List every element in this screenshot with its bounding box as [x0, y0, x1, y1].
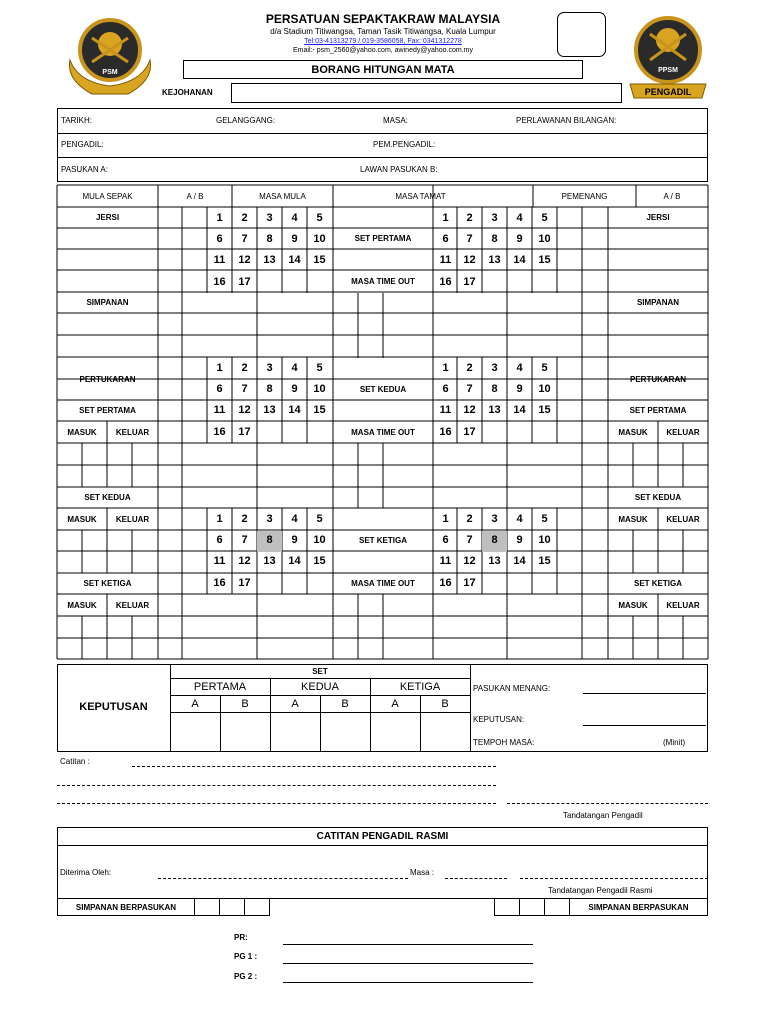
score-cell-left: 16: [213, 577, 226, 589]
official-sign-line[interactable]: [520, 878, 708, 879]
score-cell-left: 4: [291, 211, 298, 224]
score-cell-right: 2: [466, 361, 473, 374]
score-cell-right: 1: [442, 361, 449, 374]
svg-text:PPSM: PPSM: [658, 67, 678, 74]
score-cell-right: 5: [541, 512, 548, 525]
start-ab-right: A / B: [663, 192, 681, 201]
score-cell-right: 6: [442, 533, 449, 546]
ketiga-header: KETIGA: [399, 681, 441, 693]
pg1-label: PG 1 :: [234, 952, 258, 961]
score-cell-left: 11: [213, 403, 226, 416]
score-cell-left: 9: [291, 382, 298, 395]
catitan-line-3[interactable]: [57, 803, 496, 804]
center-set-pertama: SET PERTAMA: [354, 234, 412, 243]
sub-set-pertama-right: SET PERTAMA: [629, 406, 687, 415]
sub-set-ketiga-left: SET KETIGA: [83, 579, 132, 588]
score-cell-left: 5: [316, 361, 323, 374]
score-cell-left: 8: [266, 382, 273, 395]
simp-right-box-3[interactable]: [544, 898, 570, 916]
masuk-label-left: MASUK: [67, 600, 97, 610]
keluar-label-left: KELUAR: [115, 600, 150, 610]
pg1-line[interactable]: [283, 963, 533, 964]
org-address: d/a Stadium Titiwangsa, Taman Tasik Titiwangsa, Kuala Lumpur: [270, 26, 496, 36]
score-cell-left: 14: [288, 253, 301, 266]
pg2-line[interactable]: [283, 982, 533, 983]
perlawanan-label: PERLAWANAN BILANGAN:: [516, 116, 617, 125]
simp-left-box-3[interactable]: [244, 898, 270, 916]
score-cell-right: 3: [491, 211, 498, 224]
simp-right-box-1[interactable]: [494, 898, 520, 916]
keluar-label-right: KELUAR: [666, 514, 700, 524]
score-cell-right: 5: [541, 361, 548, 374]
score-cell-left: 3: [266, 361, 273, 374]
score-cell-right: 8: [491, 382, 498, 395]
score-cell-left: 10: [313, 232, 326, 245]
keputusan-line[interactable]: [583, 725, 706, 726]
score-cell-left: 6: [216, 232, 223, 245]
kedua-header: KEDUA: [301, 681, 339, 693]
masuk-label-left: MASUK: [67, 514, 97, 524]
score-cell-left: 5: [316, 512, 323, 525]
official-title: CATITAN PENGADIL RASMI: [316, 831, 449, 842]
score-cell-left: 13: [263, 253, 276, 266]
score-cell-right: 11: [439, 253, 452, 266]
masa-tamat-label: MASA TAMAT: [395, 192, 446, 201]
masuk-label-right: MASUK: [618, 514, 648, 524]
score-cell-right: 6: [442, 232, 449, 245]
gelanggang-label: GELANGGANG:: [216, 116, 276, 125]
sub-set-ketiga-right: SET KETIGA: [633, 579, 682, 588]
score-cell-right: 14: [513, 403, 526, 416]
score-cell-left: 15: [313, 253, 326, 266]
pengadil-label: PENGADIL:: [61, 140, 104, 149]
score-cell-left: 10: [313, 382, 326, 395]
score-cell-right: 3: [491, 512, 498, 525]
score-cell-left: 6: [216, 533, 223, 546]
score-cell-right: 11: [439, 554, 452, 567]
score-cell-right: 2: [466, 512, 473, 525]
score-cell-right: 10: [538, 533, 551, 546]
keluar-label-right: KELUAR: [666, 427, 700, 437]
score-cell-left: 6: [216, 382, 223, 395]
tandatangan-label: Tandatangan Pengadil: [563, 811, 643, 820]
score-cell-right: 7: [466, 533, 473, 546]
masuk-label-left: MASUK: [67, 427, 97, 437]
masuk-label-right: MASUK: [618, 600, 648, 610]
score-cell-left: 12: [238, 403, 251, 416]
score-cell-right: 17: [463, 426, 476, 438]
masa-mula-label: MASA MULA: [259, 192, 306, 201]
score-cell-right: 13: [488, 403, 501, 416]
result-b-1: B: [241, 698, 249, 710]
score-cell-right: 13: [488, 253, 501, 266]
score-cell-left: 1: [216, 361, 223, 374]
catitan-line-2[interactable]: [57, 785, 496, 786]
masuk-label-right: MASUK: [618, 427, 648, 437]
keluar-label-right: KELUAR: [666, 600, 700, 610]
score-cell-left: 13: [263, 554, 276, 567]
score-cell-right: 8: [491, 232, 498, 245]
pasukan-a-label: PASUKAN A:: [61, 165, 108, 174]
score-cell-right: 12: [463, 253, 476, 266]
simp-left-box-2[interactable]: [219, 898, 245, 916]
score-cell-right: 6: [442, 382, 449, 395]
kejohanan-label: KEJOHANAN: [162, 88, 213, 97]
signature-line[interactable]: [507, 803, 708, 804]
score-cell-left: 16: [213, 276, 226, 288]
score-cell-left: 12: [238, 554, 251, 567]
sub-set-kedua-left: SET KEDUA: [84, 493, 131, 502]
score-cell-left: 11: [213, 253, 226, 266]
minit-label: (Minit): [663, 738, 686, 747]
form-title: BORANG HITUNGAN MATA: [183, 60, 583, 79]
score-cell-left: 9: [291, 533, 298, 546]
diterima-label: Diterima Oleh:: [60, 868, 112, 877]
score-cell-left: 15: [313, 554, 326, 567]
score-cell-right: 9: [516, 382, 523, 395]
start-ab-left: A / B: [186, 192, 204, 201]
score-cell-right: 9: [516, 533, 523, 546]
pasukan-menang-line[interactable]: [583, 693, 706, 694]
result-a-2: A: [291, 698, 299, 710]
score-cell-left: 8: [266, 232, 273, 245]
score-cell-right: 10: [538, 232, 551, 245]
jersi-label-left: JERSI: [95, 213, 120, 222]
center-time-out-1: MASA TIME OUT: [351, 276, 415, 286]
score-cell-right: 14: [513, 253, 526, 266]
score-cell-left: 2: [241, 361, 248, 374]
score-cell-left: 3: [266, 512, 273, 525]
simpanan-label-right: SIMPANAN: [636, 298, 680, 307]
score-cell-right: 16: [439, 426, 452, 438]
score-cell-right: 15: [538, 403, 551, 416]
score-cell-right: 5: [541, 211, 548, 224]
result-b-3: B: [441, 698, 449, 710]
score-cell-left: 12: [238, 253, 251, 266]
pasukan-menang-label: PASUKAN MENANG:: [473, 684, 551, 693]
score-cell-left: 15: [313, 403, 326, 416]
score-cell-right: 13: [488, 554, 501, 567]
score-cell-right: 14: [513, 554, 526, 567]
pertukaran-label-right: PERTUKARAN: [630, 374, 686, 384]
score-cell-left: 2: [241, 512, 248, 525]
score-cell-right: 17: [463, 276, 476, 288]
simpanan-berpasukan-right: SIMPANAN BERPASUKAN: [569, 898, 708, 916]
score-cell-left: 1: [216, 512, 223, 525]
score-cell-right: 11: [439, 403, 452, 416]
result-a-1: A: [191, 698, 199, 710]
diterima-line[interactable]: [158, 878, 408, 879]
score-cell-left: 4: [291, 512, 298, 525]
pem-pengadil-label: PEM.PENGADIL:: [373, 140, 436, 149]
score-cell-right: 12: [463, 554, 476, 567]
sub-set-pertama-left: SET PERTAMA: [79, 406, 136, 415]
center-time-out-3: MASA TIME OUT: [351, 579, 415, 588]
score-cell-right: 17: [463, 577, 476, 589]
score-cell-left: 1: [216, 211, 223, 224]
score-cell-right: 1: [442, 512, 449, 525]
score-cell-right: 4: [516, 361, 523, 374]
score-cell-right: 1: [442, 211, 449, 224]
score-cell-left: 7: [241, 382, 248, 395]
org-phone[interactable]: Tel:03-41313279 / 019-3586058, Fax: 0341312278: [304, 37, 462, 45]
score-cell-right: 2: [466, 211, 473, 224]
official-masa-label: Masa :: [410, 868, 435, 877]
score-cell-right: 8: [491, 533, 498, 546]
center-set-kedua: SET KEDUA: [359, 385, 407, 394]
pertukaran-label-left: PERTUKARAN: [79, 374, 136, 384]
score-cell-right: 16: [439, 276, 452, 288]
svg-text:PSM: PSM: [102, 69, 118, 76]
score-cell-left: 11: [213, 554, 226, 567]
score-cell-left: 9: [291, 232, 298, 245]
score-cell-right: 12: [463, 403, 476, 416]
tempoh-label: TEMPOH MASA:: [473, 738, 535, 747]
score-cell-left: 7: [241, 533, 248, 546]
score-cell-left: 8: [266, 533, 273, 546]
score-cell-left: 16: [213, 426, 226, 438]
score-cell-left: 14: [288, 403, 301, 416]
set-header: SET: [312, 667, 328, 676]
keputusan-title: KEPUTUSAN: [79, 701, 148, 713]
tarikh-label: TARIKH:: [61, 116, 92, 125]
score-cell-right: 3: [491, 361, 498, 374]
pertama-header: PERTAMA: [193, 681, 247, 693]
score-cell-right: 4: [516, 512, 523, 525]
pr-label: PR:: [234, 933, 248, 942]
score-cell-right: 9: [516, 232, 523, 245]
jersi-label-right: JERSI: [646, 213, 670, 222]
score-cell-left: 13: [263, 403, 276, 416]
score-cell-left: 14: [288, 554, 301, 567]
score-cell-left: 17: [238, 426, 251, 438]
org-name: PERSATUAN SEPAKTAKRAW MALAYSIA: [265, 11, 501, 26]
official-masa-line[interactable]: [445, 878, 507, 879]
svg-text:PENGADIL: PENGADIL: [644, 87, 692, 97]
score-cell-right: 15: [538, 554, 551, 567]
score-cell-left: 17: [238, 276, 251, 288]
score-cell-right: 15: [538, 253, 551, 266]
simp-right-box-2[interactable]: [519, 898, 545, 916]
lawan-label: LAWAN PASUKAN B:: [360, 165, 438, 174]
score-cell-left: 3: [266, 211, 273, 224]
score-cell-left: 7: [241, 232, 248, 245]
pemenang-label: PEMENANG: [561, 192, 608, 201]
pg2-label: PG 2 :: [234, 972, 258, 981]
simpanan-berpasukan-left: SIMPANAN BERPASUKAN: [75, 902, 177, 912]
simpanan-label-left: SIMPANAN: [86, 298, 129, 307]
simp-left-box-1[interactable]: [194, 898, 220, 916]
mula-sepak-label: MULA SEPAK: [82, 192, 133, 201]
sub-set-kedua-right: SET KEDUA: [634, 493, 682, 502]
score-cell-right: 7: [466, 382, 473, 395]
score-cell-right: 10: [538, 382, 551, 395]
keputusan-label: KEPUTUSAN:: [473, 715, 525, 724]
score-cell-right: 4: [516, 211, 523, 224]
center-set-ketiga: SET KETIGA: [358, 536, 407, 545]
catitan-label: Catitan :: [60, 757, 90, 766]
keluar-label-left: KELUAR: [115, 427, 150, 437]
org-email: Email:- psm_2560@yahoo.com, awinedy@yahoo.com.my: [293, 46, 473, 54]
official-sign-label: Tandatangan Pengadil Rasmi: [548, 886, 653, 895]
center-time-out-2: MASA TIME OUT: [351, 427, 415, 437]
pr-line[interactable]: [283, 944, 533, 945]
score-cell-left: 5: [316, 211, 323, 224]
catitan-line-1[interactable]: [132, 766, 496, 767]
score-cell-left: 2: [241, 211, 248, 224]
score-cell-right: 16: [439, 577, 452, 589]
masa-label: MASA:: [383, 116, 408, 125]
score-cell-right: 7: [466, 232, 473, 245]
result-a-3: A: [391, 698, 399, 710]
keluar-label-left: KELUAR: [115, 514, 150, 524]
score-cell-left: 10: [313, 533, 326, 546]
result-b-2: B: [341, 698, 349, 710]
score-cell-left: 17: [238, 577, 251, 589]
score-cell-left: 4: [291, 361, 298, 374]
